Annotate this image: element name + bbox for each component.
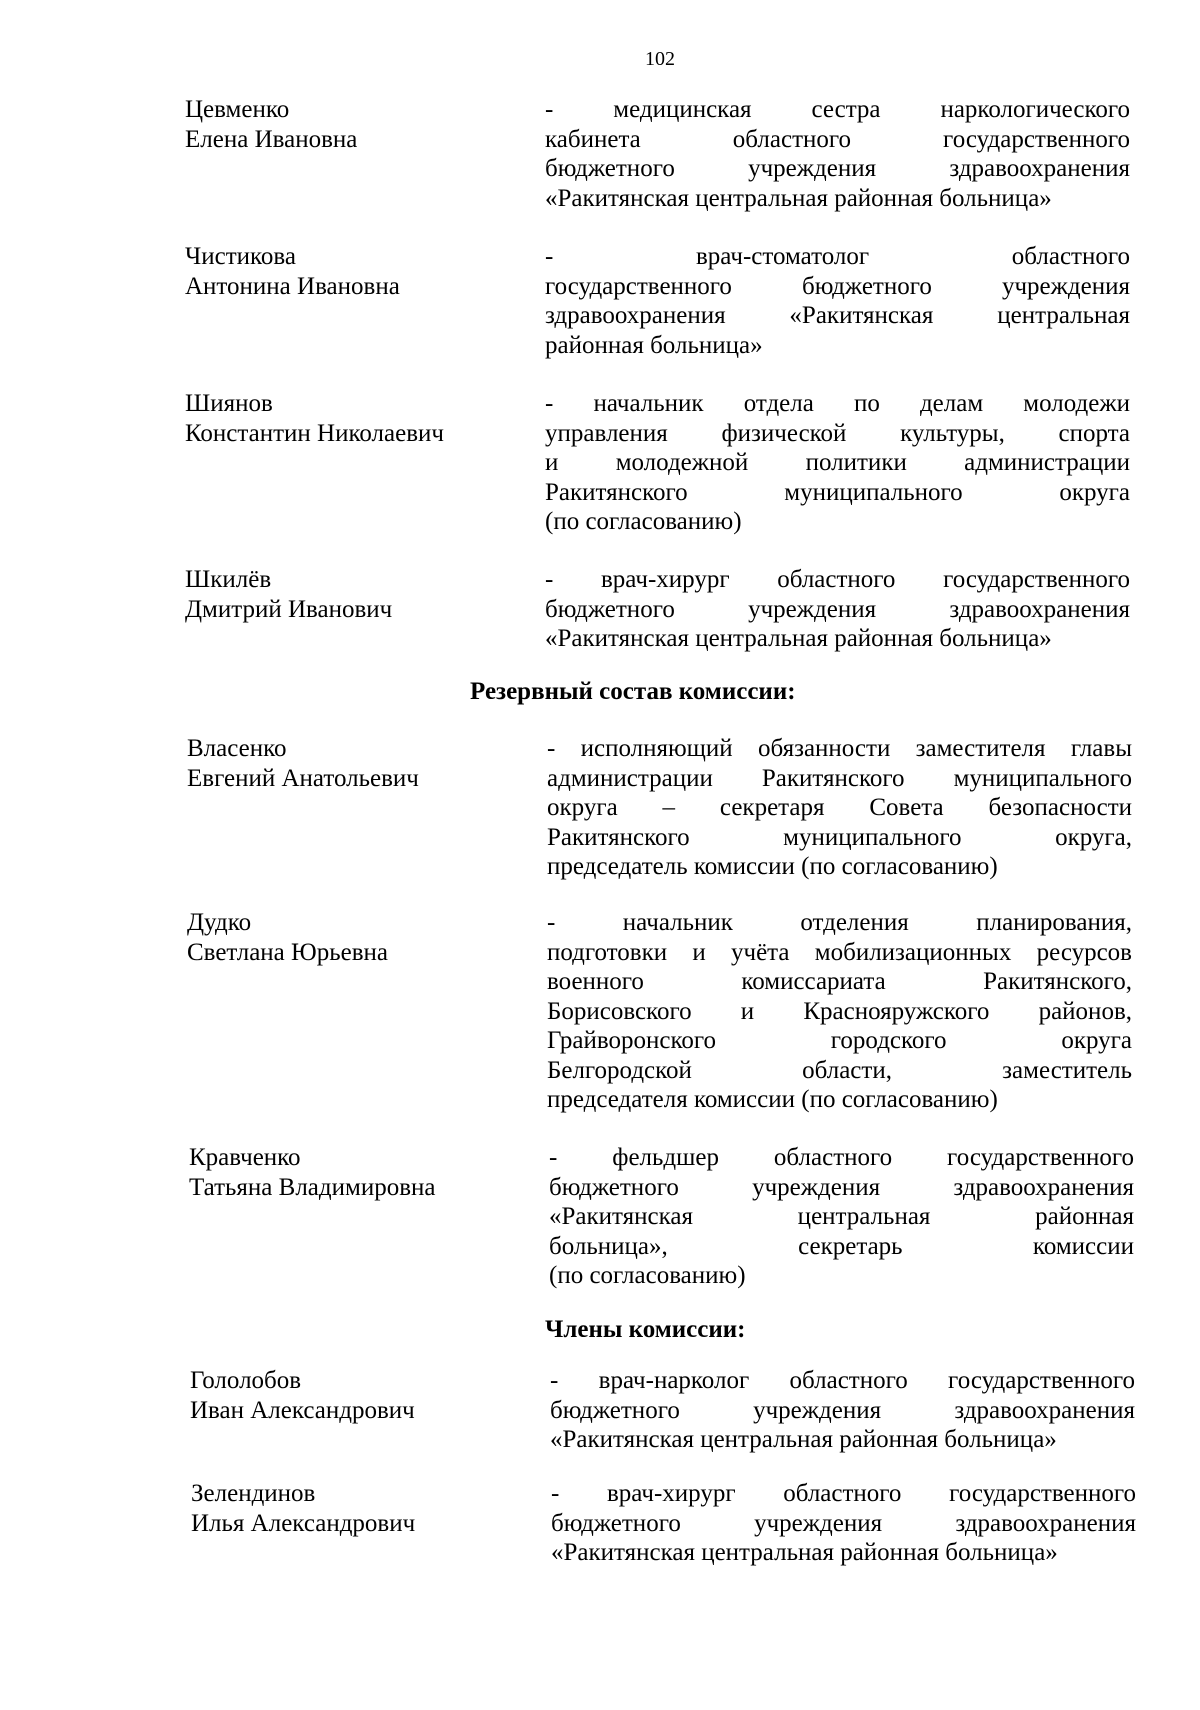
member-entry	[187, 734, 1132, 882]
member-entry	[185, 565, 1130, 654]
role-line: Ракитянского муниципального округа	[545, 478, 1130, 506]
member-entry	[190, 1366, 1135, 1455]
role-line: военного комиссариата Ракитянского,	[547, 968, 1132, 995]
member-name	[185, 242, 545, 360]
member-role	[547, 734, 1132, 882]
member-given-names: Илья Александрович	[191, 1509, 416, 1537]
role-line: администрации Ракитянского муниципального	[547, 764, 1132, 792]
role-line: - начальник отделения планирования,	[547, 909, 1132, 936]
member-role	[545, 242, 1130, 360]
role-line: государственного бюджетного учреждения	[545, 272, 1130, 300]
member-surname: Власенко	[187, 735, 287, 762]
role-line: больница», секретарь комиссии	[549, 1232, 1134, 1260]
member-given-names: Татьяна Владимировна	[189, 1173, 436, 1201]
member-role	[545, 565, 1130, 654]
member-surname: Шиянов	[185, 390, 273, 417]
member-entry	[185, 242, 1130, 360]
member-role	[551, 1479, 1136, 1568]
role-line: кабинета областного государственного	[545, 125, 1130, 153]
role-line: районная больница»	[545, 331, 763, 359]
role-line: бюджетного учреждения здравоохранения	[545, 155, 1130, 182]
reserve-heading: Резервный состав комиссии:	[470, 678, 796, 705]
role-line: - врач-хирург областного государственного	[545, 566, 1130, 593]
member-name	[190, 1366, 550, 1455]
role-line: «Ракитянская центральная районная больница»	[545, 625, 1052, 652]
member-surname: Шкилёв	[185, 566, 272, 593]
role-line: - медицинская сестра наркологического	[545, 96, 1130, 123]
member-entry	[185, 389, 1130, 537]
member-given-names: Дмитрий Иванович	[185, 595, 393, 623]
role-line: «Ракитянская центральная районная больница»	[545, 184, 1052, 212]
member-name	[189, 1143, 549, 1291]
page-number: 102	[645, 48, 675, 70]
role-line: председателя комиссии (по согласованию)	[547, 1086, 998, 1113]
role-line: «Ракитянская центральная районная больница»	[551, 1539, 1058, 1566]
member-entry	[185, 95, 1130, 213]
member-given-names: Светлана Юрьевна	[187, 938, 389, 966]
role-line: Белгородской области, заместитель	[547, 1056, 1132, 1084]
role-line: - начальник отдела по делам молодежи	[545, 390, 1130, 417]
role-line: «Ракитянская центральная районная больница»	[550, 1426, 1057, 1453]
member-role	[550, 1366, 1135, 1455]
role-line: подготовки и учёта мобилизационных ресурсов	[547, 938, 1132, 966]
role-line: - врач-стоматолог областного	[545, 243, 1130, 270]
member-role	[549, 1143, 1134, 1291]
member-given-names: Евгений Анатольевич	[187, 764, 419, 792]
member-surname: Гололобов	[190, 1367, 302, 1394]
member-surname: Цевменко	[185, 96, 290, 123]
role-line: председатель комиссии (по согласованию)	[547, 853, 998, 880]
members-heading: Члены комиссии:	[545, 1316, 746, 1343]
role-line: бюджетного учреждения здравоохранения	[549, 1173, 1134, 1201]
member-name	[185, 389, 545, 537]
role-line: округа – секретаря Совета безопасности	[547, 794, 1132, 821]
role-line: бюджетного учреждения здравоохранения	[551, 1509, 1136, 1537]
member-surname: Зелендинов	[191, 1480, 316, 1507]
role-line: здравоохранения «Ракитянская центральная	[545, 302, 1130, 329]
member-role	[545, 389, 1130, 537]
role-line: - фельдшер областного государственного	[549, 1144, 1134, 1171]
member-given-names: Елена Ивановна	[185, 125, 358, 153]
role-line: - исполняющий обязанности заместителя главы	[547, 735, 1132, 762]
member-name	[185, 565, 545, 654]
role-line: Ракитянского муниципального округа,	[547, 823, 1132, 851]
role-line: бюджетного учреждения здравоохранения	[545, 595, 1130, 623]
role-line: и молодежной политики администрации	[545, 449, 1130, 476]
member-role	[547, 908, 1132, 1115]
member-name	[185, 95, 545, 213]
member-entry	[189, 1143, 1134, 1291]
role-line: Грайворонского городского округа	[547, 1027, 1132, 1054]
member-given-names: Антонина Ивановна	[185, 272, 400, 300]
member-entry	[191, 1479, 1136, 1568]
role-line: (по согласованию)	[545, 508, 742, 535]
member-surname: Дудко	[187, 909, 252, 936]
role-line: Борисовского и Краснояружского районов,	[547, 997, 1132, 1025]
role-line: - врач-нарколог областного государственного	[550, 1367, 1135, 1394]
member-name	[187, 734, 547, 882]
member-name	[187, 908, 547, 1115]
role-line: «Ракитянская центральная районная	[549, 1203, 1134, 1230]
member-given-names: Иван Александрович	[190, 1396, 415, 1424]
member-role	[545, 95, 1130, 213]
member-entry	[187, 908, 1132, 1115]
member-surname: Кравченко	[189, 1144, 301, 1171]
role-line: - врач-хирург областного государственного	[551, 1480, 1136, 1507]
role-line: (по согласованию)	[549, 1262, 746, 1289]
role-line: управления физической культуры, спорта	[545, 419, 1130, 447]
member-surname: Чистикова	[185, 243, 296, 270]
member-given-names: Константин Николаевич	[185, 419, 444, 447]
role-line: бюджетного учреждения здравоохранения	[550, 1396, 1135, 1424]
member-name	[191, 1479, 551, 1568]
